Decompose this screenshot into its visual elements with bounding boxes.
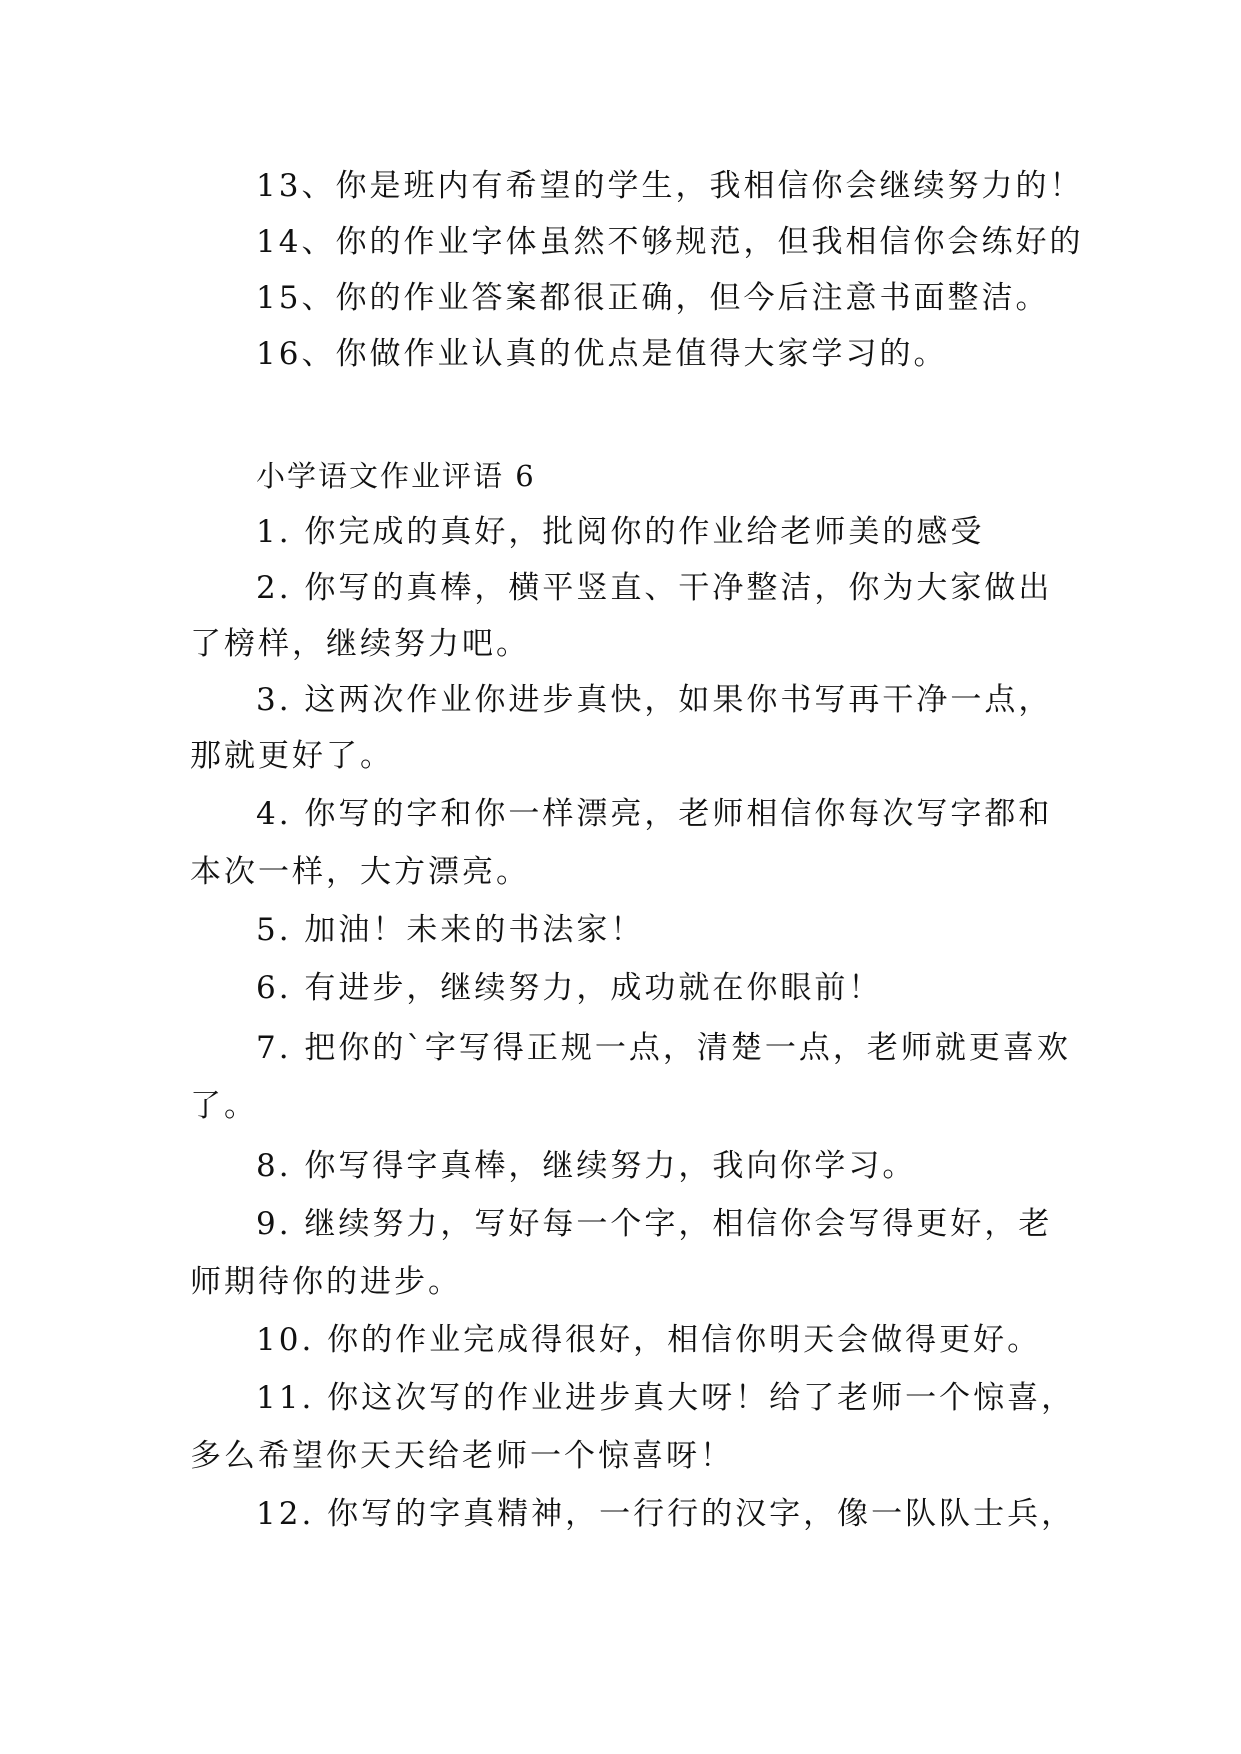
section-heading: 小学语文作业评语 6 [256,459,536,493]
comment-line: 9. 继续努力，写好每一个字，相信你会写得更好，老 [256,1206,1053,1242]
comment-line-continuation: 本次一样，大方漂亮。 [190,854,530,890]
comment-line-continuation: 师期待你的进步。 [190,1264,462,1300]
comment-line: 11. 你这次写的作业进步真大呀！给了老师一个惊喜， [256,1380,1076,1416]
comment-line: 10. 你的作业完成得很好，相信你明天会做得更好。 [256,1322,1042,1358]
comment-line: 2. 你写的真棒，横平竖直、干净整洁，你为大家做出 [256,570,1053,606]
comment-line: 7. 把你的`字写得正规一点，清楚一点，老师就更喜欢 [256,1030,1071,1066]
comment-line: 1. 你完成的真好，批阅你的作业给老师美的感受 [256,514,985,550]
comment-line: 3. 这两次作业你进步真快，如果你书写再干净一点， [256,682,1053,718]
comment-line-continuation: 那就更好了。 [190,738,394,774]
comment-15: 15、你的作业答案都很正确，但今后注意书面整洁。 [256,280,1050,316]
comment-13: 13、你是班内有希望的学生，我相信你会继续努力的！ [256,168,1084,204]
comment-line: 4. 你写的字和你一样漂亮，老师相信你每次写字都和 [256,796,1053,832]
comment-line: 5. 加油！未来的书法家！ [256,912,645,948]
comment-line-continuation: 了榜样，继续努力吧。 [190,626,530,662]
comment-line: 6. 有进步，继续努力，成功就在你眼前！ [256,970,883,1006]
comment-line: 8. 你写得字真棒，继续努力，我向你学习。 [256,1148,917,1184]
comment-line-continuation: 多么希望你天天给老师一个惊喜呀！ [190,1438,734,1474]
comment-line: 12. 你写的字真精神，一行行的汉字，像一队队士兵， [256,1496,1076,1532]
comment-14: 14、你的作业字体虽然不够规范，但我相信你会练好的 [256,224,1084,260]
comment-16: 16、你做作业认真的优点是值得大家学习的。 [256,336,948,372]
comment-line-continuation: 了。 [190,1088,258,1124]
